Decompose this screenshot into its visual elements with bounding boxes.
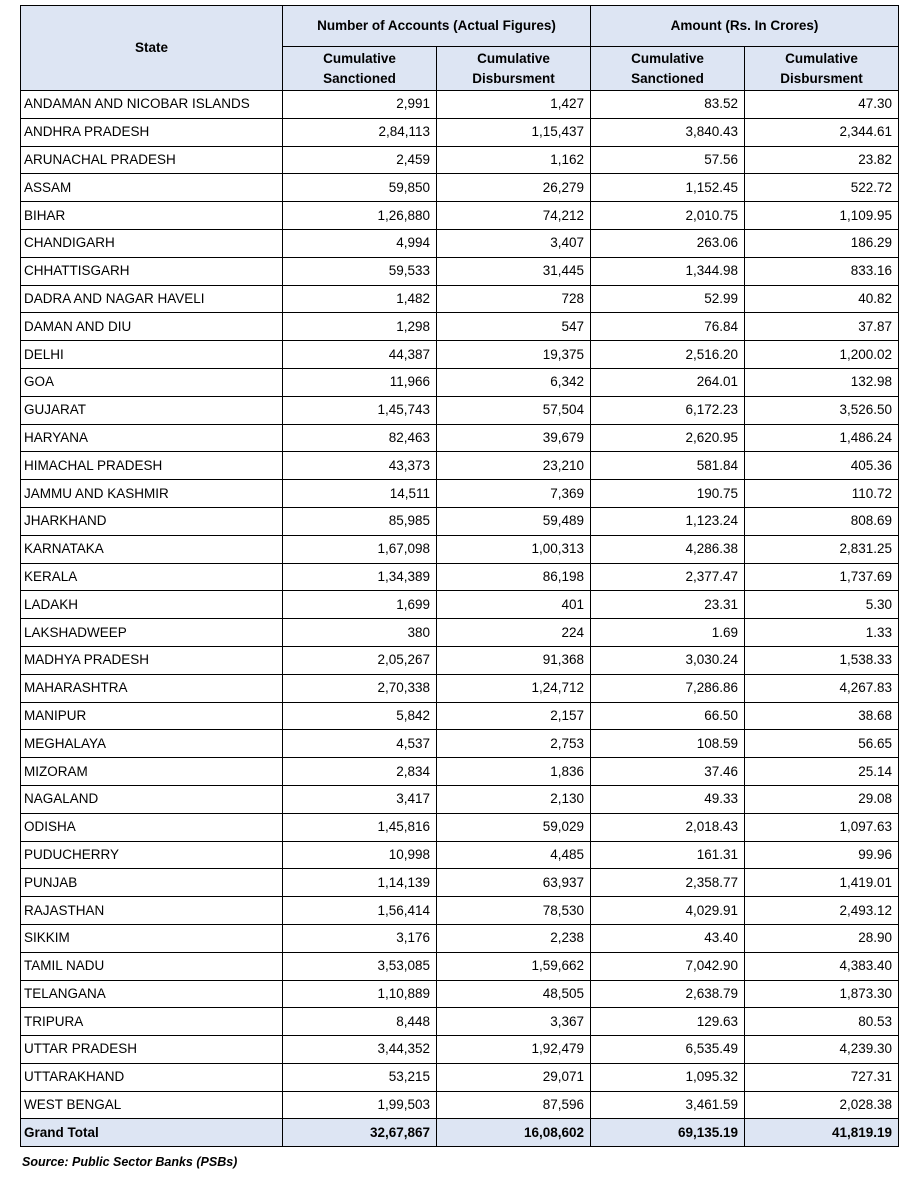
amount-disbursment-cell: 38.68 [745, 702, 899, 730]
state-cell: NAGALAND [21, 785, 283, 813]
amount-sanctioned-cell: 1,095.32 [591, 1063, 745, 1091]
accounts-sanctioned-cell: 3,176 [283, 924, 437, 952]
state-cell: CHHATTISGARH [21, 257, 283, 285]
accounts-sanctioned-cell: 1,45,743 [283, 396, 437, 424]
amount-sanctioned-cell: 2,620.95 [591, 424, 745, 452]
amount-sanctioned-cell: 4,029.91 [591, 897, 745, 925]
table-row [21, 924, 899, 952]
accounts-sanctioned-cell: 1,26,880 [283, 202, 437, 230]
accounts-sanctioned-cell: 85,985 [283, 507, 437, 535]
amount-disbursment-cell: 56.65 [745, 730, 899, 758]
table-body [21, 91, 899, 1147]
accounts-disbursment-cell: 59,029 [437, 813, 591, 841]
accounts-disbursment-cell: 3,367 [437, 1008, 591, 1036]
table-row [21, 341, 899, 369]
amount-sanctioned-cell: 57.56 [591, 146, 745, 174]
amount-sanctioned-cell: 6,535.49 [591, 1036, 745, 1064]
amount-disbursment-cell: 833.16 [745, 257, 899, 285]
amount-disbursment-cell: 23.82 [745, 146, 899, 174]
accounts-sanctioned-cell: 3,417 [283, 785, 437, 813]
amount-sanctioned-cell: 3,840.43 [591, 118, 745, 146]
state-cell: KARNATAKA [21, 535, 283, 563]
table-row [21, 785, 899, 813]
table-row [21, 869, 899, 897]
table-row [21, 591, 899, 619]
state-cell: BIHAR [21, 202, 283, 230]
accounts-sanctioned-cell: 10,998 [283, 841, 437, 869]
amount-disbursment-cell: 25.14 [745, 758, 899, 786]
table-row [21, 1063, 899, 1091]
state-cell: UTTARAKHAND [21, 1063, 283, 1091]
accounts-disbursment-cell: 2,130 [437, 785, 591, 813]
accounts-sanctioned-cell: 2,84,113 [283, 118, 437, 146]
accounts-sanctioned-cell: 53,215 [283, 1063, 437, 1091]
state-cell: Grand Total [21, 1119, 283, 1147]
accounts-disbursment-cell: 26,279 [437, 174, 591, 202]
state-loans-table [20, 5, 899, 1147]
amount-sanctioned-cell: 52.99 [591, 285, 745, 313]
amount-disbursment-cell: 132.98 [745, 368, 899, 396]
accounts-sanctioned-cell: 3,53,085 [283, 952, 437, 980]
accounts-sanctioned-header [283, 47, 437, 91]
table-row [21, 674, 899, 702]
header-line: Sanctioned [323, 70, 396, 86]
state-cell: WEST BENGAL [21, 1091, 283, 1119]
header-line: Sanctioned [631, 70, 704, 86]
amount-disbursment-cell: 2,028.38 [745, 1091, 899, 1119]
state-cell: MEGHALAYA [21, 730, 283, 758]
accounts-disbursment-cell: 16,08,602 [437, 1119, 591, 1147]
accounts-sanctioned-cell: 1,699 [283, 591, 437, 619]
amount-disbursment-cell: 405.36 [745, 452, 899, 480]
amount-sanctioned-cell: 43.40 [591, 924, 745, 952]
accounts-disbursment-cell: 91,368 [437, 646, 591, 674]
table-row [21, 758, 899, 786]
state-cell: DADRA AND NAGAR HAVELI [21, 285, 283, 313]
accounts-disbursment-cell: 1,836 [437, 758, 591, 786]
accounts-sanctioned-cell: 3,44,352 [283, 1036, 437, 1064]
accounts-group-header: Number of Accounts (Actual Figures) [283, 6, 591, 47]
amount-disbursment-cell: 110.72 [745, 480, 899, 508]
state-cell: HIMACHAL PRADESH [21, 452, 283, 480]
table-row [21, 480, 899, 508]
accounts-disbursment-cell: 1,427 [437, 91, 591, 119]
state-cell: SIKKIM [21, 924, 283, 952]
accounts-sanctioned-cell: 1,14,139 [283, 869, 437, 897]
accounts-disbursment-cell: 1,162 [437, 146, 591, 174]
accounts-disbursment-cell: 7,369 [437, 480, 591, 508]
state-cell: MANIPUR [21, 702, 283, 730]
amount-disbursment-header [745, 47, 899, 91]
accounts-disbursment-cell: 1,92,479 [437, 1036, 591, 1064]
header-line: Cumulative [477, 50, 550, 66]
table-row [21, 202, 899, 230]
amount-sanctioned-cell: 129.63 [591, 1008, 745, 1036]
accounts-disbursment-cell: 78,530 [437, 897, 591, 925]
source-note: Source: Public Sector Banks (PSBs) [22, 1155, 238, 1169]
accounts-disbursment-cell: 224 [437, 619, 591, 647]
amount-disbursment-cell: 808.69 [745, 507, 899, 535]
amount-sanctioned-cell: 7,286.86 [591, 674, 745, 702]
accounts-disbursment-cell: 1,15,437 [437, 118, 591, 146]
amount-disbursment-cell: 522.72 [745, 174, 899, 202]
state-cell: TAMIL NADU [21, 952, 283, 980]
accounts-disbursment-cell: 2,753 [437, 730, 591, 758]
table-row [21, 702, 899, 730]
amount-sanctioned-cell: 69,135.19 [591, 1119, 745, 1147]
amount-sanctioned-cell: 581.84 [591, 452, 745, 480]
accounts-disbursment-cell: 31,445 [437, 257, 591, 285]
amount-disbursment-cell: 1,419.01 [745, 869, 899, 897]
amount-sanctioned-cell: 1,123.24 [591, 507, 745, 535]
amount-sanctioned-cell: 1,152.45 [591, 174, 745, 202]
amount-disbursment-cell: 47.30 [745, 91, 899, 119]
amount-sanctioned-cell: 108.59 [591, 730, 745, 758]
amount-disbursment-cell: 1,097.63 [745, 813, 899, 841]
amount-disbursment-cell: 727.31 [745, 1063, 899, 1091]
amount-disbursment-cell: 2,344.61 [745, 118, 899, 146]
accounts-sanctioned-cell: 8,448 [283, 1008, 437, 1036]
amount-sanctioned-cell: 190.75 [591, 480, 745, 508]
amount-disbursment-cell: 37.87 [745, 313, 899, 341]
accounts-sanctioned-cell: 11,966 [283, 368, 437, 396]
table-row [21, 91, 899, 119]
accounts-sanctioned-cell: 1,34,389 [283, 563, 437, 591]
amount-sanctioned-cell: 3,030.24 [591, 646, 745, 674]
table-row [21, 1008, 899, 1036]
state-cell: ANDHRA PRADESH [21, 118, 283, 146]
state-cell: TELANGANA [21, 980, 283, 1008]
table-row [21, 813, 899, 841]
accounts-disbursment-cell: 57,504 [437, 396, 591, 424]
state-cell: ASSAM [21, 174, 283, 202]
table-row [21, 313, 899, 341]
accounts-sanctioned-cell: 5,842 [283, 702, 437, 730]
state-cell: KERALA [21, 563, 283, 591]
table-row [21, 980, 899, 1008]
accounts-sanctioned-cell: 44,387 [283, 341, 437, 369]
accounts-sanctioned-cell: 32,67,867 [283, 1119, 437, 1147]
state-cell: DELHI [21, 341, 283, 369]
amount-disbursment-cell: 2,831.25 [745, 535, 899, 563]
amount-disbursment-cell: 1,873.30 [745, 980, 899, 1008]
accounts-sanctioned-cell: 1,99,503 [283, 1091, 437, 1119]
amount-disbursment-cell: 1,109.95 [745, 202, 899, 230]
table-row [21, 452, 899, 480]
accounts-disbursment-cell: 87,596 [437, 1091, 591, 1119]
state-cell: ODISHA [21, 813, 283, 841]
amount-sanctioned-cell: 1,344.98 [591, 257, 745, 285]
accounts-disbursment-cell: 23,210 [437, 452, 591, 480]
accounts-sanctioned-cell: 4,994 [283, 229, 437, 257]
table-row [21, 646, 899, 674]
amount-sanctioned-cell: 2,018.43 [591, 813, 745, 841]
amount-disbursment-cell: 80.53 [745, 1008, 899, 1036]
amount-sanctioned-cell: 2,516.20 [591, 341, 745, 369]
accounts-disbursment-cell: 74,212 [437, 202, 591, 230]
amount-disbursment-cell: 28.90 [745, 924, 899, 952]
accounts-disbursment-cell: 1,00,313 [437, 535, 591, 563]
accounts-sanctioned-cell: 1,482 [283, 285, 437, 313]
accounts-disbursment-cell: 1,24,712 [437, 674, 591, 702]
accounts-sanctioned-cell: 1,10,889 [283, 980, 437, 1008]
accounts-sanctioned-cell: 2,459 [283, 146, 437, 174]
amount-sanctioned-cell: 264.01 [591, 368, 745, 396]
accounts-sanctioned-cell: 1,298 [283, 313, 437, 341]
accounts-sanctioned-cell: 2,05,267 [283, 646, 437, 674]
accounts-disbursment-cell: 4,485 [437, 841, 591, 869]
amount-sanctioned-cell: 66.50 [591, 702, 745, 730]
amount-disbursment-cell: 1,538.33 [745, 646, 899, 674]
state-cell: MADHYA PRADESH [21, 646, 283, 674]
amount-sanctioned-cell: 2,638.79 [591, 980, 745, 1008]
amount-sanctioned-cell: 49.33 [591, 785, 745, 813]
amount-sanctioned-cell: 2,010.75 [591, 202, 745, 230]
table-row [21, 424, 899, 452]
state-cell: DAMAN AND DIU [21, 313, 283, 341]
table-row [21, 619, 899, 647]
accounts-sanctioned-cell: 1,56,414 [283, 897, 437, 925]
state-cell: PUNJAB [21, 869, 283, 897]
accounts-sanctioned-cell: 4,537 [283, 730, 437, 758]
amount-disbursment-cell: 186.29 [745, 229, 899, 257]
amount-sanctioned-cell: 76.84 [591, 313, 745, 341]
state-cell: ARUNACHAL PRADESH [21, 146, 283, 174]
accounts-disbursment-cell: 728 [437, 285, 591, 313]
accounts-disbursment-cell: 2,157 [437, 702, 591, 730]
table-row [21, 368, 899, 396]
accounts-sanctioned-cell: 59,533 [283, 257, 437, 285]
accounts-sanctioned-cell: 59,850 [283, 174, 437, 202]
state-cell: LAKSHADWEEP [21, 619, 283, 647]
state-column-header: State [21, 6, 283, 91]
table-row [21, 1091, 899, 1119]
amount-sanctioned-cell: 6,172.23 [591, 396, 745, 424]
state-cell: MIZORAM [21, 758, 283, 786]
amount-disbursment-cell: 1,486.24 [745, 424, 899, 452]
accounts-disbursment-cell: 547 [437, 313, 591, 341]
state-cell: GOA [21, 368, 283, 396]
amount-disbursment-cell: 2,493.12 [745, 897, 899, 925]
accounts-disbursment-cell: 1,59,662 [437, 952, 591, 980]
accounts-disbursment-header [437, 47, 591, 91]
state-cell: UTTAR PRADESH [21, 1036, 283, 1064]
table-row [21, 146, 899, 174]
table-row [21, 730, 899, 758]
amount-disbursment-cell: 40.82 [745, 285, 899, 313]
state-cell: GUJARAT [21, 396, 283, 424]
accounts-disbursment-cell: 59,489 [437, 507, 591, 535]
table-row [21, 952, 899, 980]
table-row [21, 285, 899, 313]
accounts-sanctioned-cell: 2,70,338 [283, 674, 437, 702]
accounts-sanctioned-cell: 2,834 [283, 758, 437, 786]
accounts-disbursment-cell: 86,198 [437, 563, 591, 591]
amount-disbursment-cell: 4,239.30 [745, 1036, 899, 1064]
amount-disbursment-cell: 29.08 [745, 785, 899, 813]
accounts-disbursment-cell: 39,679 [437, 424, 591, 452]
table-header [21, 6, 899, 91]
state-cell: HARYANA [21, 424, 283, 452]
grand-total-row [21, 1119, 899, 1147]
amount-disbursment-cell: 4,383.40 [745, 952, 899, 980]
amount-sanctioned-cell: 37.46 [591, 758, 745, 786]
state-cell: LADAKH [21, 591, 283, 619]
state-cell: TRIPURA [21, 1008, 283, 1036]
amount-disbursment-cell: 3,526.50 [745, 396, 899, 424]
amount-disbursment-cell: 5.30 [745, 591, 899, 619]
accounts-sanctioned-cell: 14,511 [283, 480, 437, 508]
amount-disbursment-cell: 41,819.19 [745, 1119, 899, 1147]
accounts-disbursment-cell: 63,937 [437, 869, 591, 897]
amount-sanctioned-cell: 1.69 [591, 619, 745, 647]
amount-sanctioned-cell: 83.52 [591, 91, 745, 119]
amount-disbursment-cell: 4,267.83 [745, 674, 899, 702]
accounts-sanctioned-cell: 2,991 [283, 91, 437, 119]
table-row [21, 897, 899, 925]
accounts-sanctioned-cell: 82,463 [283, 424, 437, 452]
table-row [21, 257, 899, 285]
accounts-disbursment-cell: 29,071 [437, 1063, 591, 1091]
header-line: Cumulative [631, 50, 704, 66]
state-cell: JAMMU AND KASHMIR [21, 480, 283, 508]
table-row [21, 841, 899, 869]
table-row [21, 563, 899, 591]
header-line: Cumulative [323, 50, 396, 66]
accounts-disbursment-cell: 2,238 [437, 924, 591, 952]
accounts-sanctioned-cell: 1,45,816 [283, 813, 437, 841]
table-row [21, 1036, 899, 1064]
state-cell: MAHARASHTRA [21, 674, 283, 702]
accounts-disbursment-cell: 48,505 [437, 980, 591, 1008]
amount-sanctioned-cell: 161.31 [591, 841, 745, 869]
amount-disbursment-cell: 1,200.02 [745, 341, 899, 369]
state-cell: JHARKHAND [21, 507, 283, 535]
table-row [21, 229, 899, 257]
table-row [21, 507, 899, 535]
amount-sanctioned-header [591, 47, 745, 91]
header-line: Disbursment [472, 70, 555, 86]
state-cell: ANDAMAN AND NICOBAR ISLANDS [21, 91, 283, 119]
state-cell: RAJASTHAN [21, 897, 283, 925]
amount-sanctioned-cell: 7,042.90 [591, 952, 745, 980]
accounts-sanctioned-cell: 380 [283, 619, 437, 647]
accounts-disbursment-cell: 6,342 [437, 368, 591, 396]
table-row [21, 535, 899, 563]
amount-disbursment-cell: 1.33 [745, 619, 899, 647]
table-container [20, 5, 898, 1147]
amount-sanctioned-cell: 23.31 [591, 591, 745, 619]
amount-disbursment-cell: 99.96 [745, 841, 899, 869]
amount-sanctioned-cell: 263.06 [591, 229, 745, 257]
accounts-disbursment-cell: 401 [437, 591, 591, 619]
table-row [21, 396, 899, 424]
state-cell: CHANDIGARH [21, 229, 283, 257]
amount-sanctioned-cell: 3,461.59 [591, 1091, 745, 1119]
table-row [21, 174, 899, 202]
accounts-sanctioned-cell: 43,373 [283, 452, 437, 480]
amount-sanctioned-cell: 2,358.77 [591, 869, 745, 897]
amount-sanctioned-cell: 4,286.38 [591, 535, 745, 563]
accounts-disbursment-cell: 19,375 [437, 341, 591, 369]
amount-disbursment-cell: 1,737.69 [745, 563, 899, 591]
amount-group-header: Amount (Rs. In Crores) [591, 6, 899, 47]
state-cell: PUDUCHERRY [21, 841, 283, 869]
accounts-disbursment-cell: 3,407 [437, 229, 591, 257]
amount-sanctioned-cell: 2,377.47 [591, 563, 745, 591]
header-line: Cumulative [785, 50, 858, 66]
table-row [21, 118, 899, 146]
header-line: Disbursment [780, 70, 863, 86]
accounts-sanctioned-cell: 1,67,098 [283, 535, 437, 563]
